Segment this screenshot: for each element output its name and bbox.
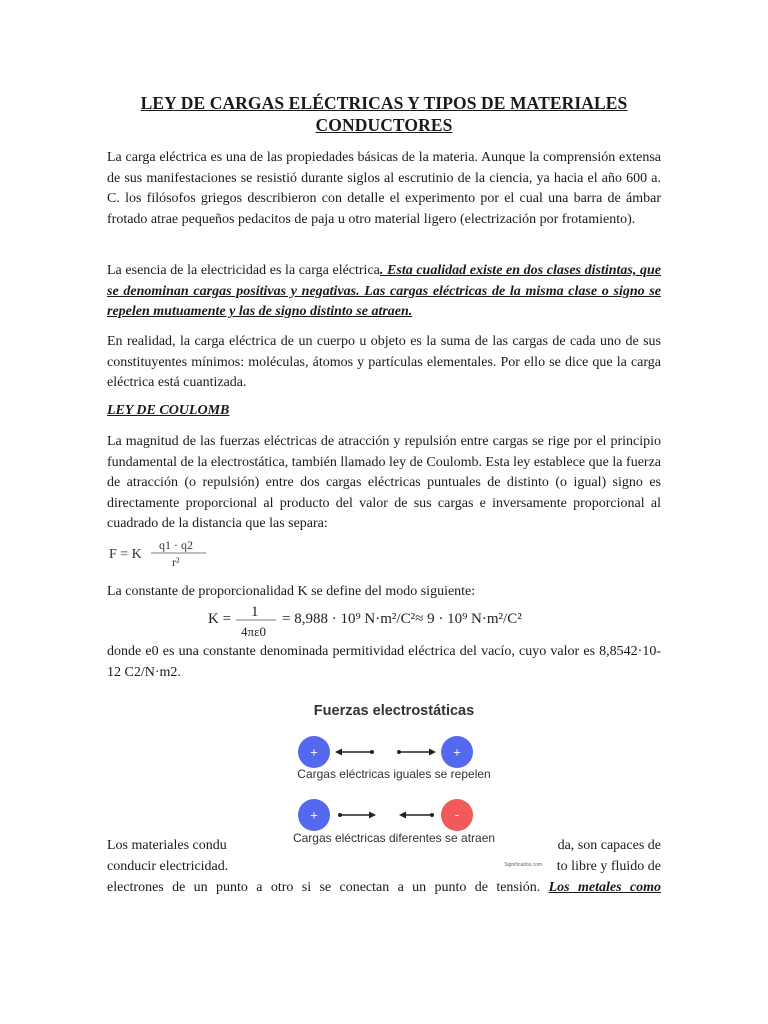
line1-right: da, son capaces de xyxy=(557,838,661,853)
line3-emphasis: Los metales como xyxy=(548,880,661,895)
formula2-numerator: 1 xyxy=(251,604,259,620)
title-line-1: LEY DE CARGAS ELÉCTRICAS Y TIPOS DE MATERIALES xyxy=(140,93,628,113)
arrow-head-icon xyxy=(399,812,406,819)
arrow-tail-dot xyxy=(370,750,374,754)
arrow-head-icon xyxy=(429,749,436,756)
arrow-head-icon xyxy=(335,749,342,756)
formula2-denominator: 4πε0 xyxy=(241,624,267,639)
text-line xyxy=(107,835,661,856)
coulomb-formula xyxy=(109,536,209,570)
paragraph-charge-types-text xyxy=(107,261,661,323)
constant-formula xyxy=(206,601,666,641)
figure-caption-attract: Cargas eléctricas diferentes se atraen xyxy=(292,831,496,845)
formula1-numerator: q1 · q2 xyxy=(159,538,193,552)
line2-right: to libre y fluido de xyxy=(556,859,661,874)
paragraph-coulomb xyxy=(107,432,661,535)
text-line xyxy=(107,877,661,898)
positive-charge-sign: + xyxy=(310,807,318,823)
text-line xyxy=(107,856,661,877)
paragraph-permittivity xyxy=(107,642,661,683)
paragraph-conductors xyxy=(107,835,661,898)
line3-text xyxy=(107,877,661,898)
figure-caption-repel: Cargas eléctricas iguales se repelen xyxy=(297,767,491,781)
paragraph-charge-types xyxy=(107,261,661,323)
line3-plain: electrones de un punto a otro si se conectan a un punto de tensión. xyxy=(107,880,541,895)
line2-left: conducir electricidad. xyxy=(107,859,229,874)
paragraph-quantized-text: En realidad, la carga eléctrica de un cuerpo u objeto es la suma de las cargas de cada uno de sus constituyentes mínimos: moléculas, átomos y partículas elementales. Por ello se dice que la carga eléctrica está cuantizada. xyxy=(107,334,661,390)
paragraph-constant-text: La constante de proporcionalidad K se define del modo siguiente: xyxy=(107,584,476,599)
paragraph-coulomb-text: La magnitud de las fuerzas eléctricas de atracción y repulsión entre cargas se rige por el principio fundamental de la electrostática, también llamado ley de Coulomb. Esta ley establece que la fuerza de atracción (o repulsión) entre dos cargas eléctricas puntuales de distinto (o igual) signo es directamente proporcional al producto del valor de sus cargas e inversamente proporcional al cuadrado de la distancia que las separa: xyxy=(107,434,661,531)
positive-charge-sign: + xyxy=(453,744,461,760)
section-heading-coulomb: LEY DE COULOMB xyxy=(107,403,230,418)
paragraph-permittivity-text: donde e0 es una constante denominada permitividad eléctrica del vacío, cuyo valor es 8,8542·10-12 C2/N·m2. xyxy=(107,644,661,680)
arrow-tail-dot xyxy=(430,813,434,817)
paragraph-intro-text: La carga eléctrica es una de las propiedades básicas de la materia. Aunque la comprensión extensa de sus manifestaciones se resistió durante siglos al escrutinio de la ciencia, ya hacia el año 600 a. C. los filósofos griegos describieron con detalle el experimento por el cual una barra de ámbar frotado atrae pequeños pedacitos de paja u otro material ligero (electrización por frotamiento). xyxy=(107,150,661,227)
formula2-lhs: K = xyxy=(208,611,232,627)
charge-types-plain: La esencia de la electricidad es la carga eléctrica xyxy=(107,263,380,278)
formula1-denominator: r² xyxy=(172,555,180,569)
positive-charge-sign: + xyxy=(310,744,318,760)
figure-credit: Significados.com xyxy=(504,862,542,868)
negative-charge-sign: - xyxy=(454,807,460,822)
paragraph-quantized xyxy=(107,332,661,394)
figure-title: Fuerzas electrostáticas xyxy=(313,703,475,719)
formula2-rhs: = 8,988 · 10⁹ N·m²/C²≈ 9 · 10⁹ N·m²/C² xyxy=(282,611,522,627)
title-line-2: CONDUCTORES xyxy=(315,115,453,135)
arrow-head-icon xyxy=(369,812,376,819)
paragraph-constant xyxy=(107,582,661,603)
paragraph-intro xyxy=(107,148,661,230)
formula1-lhs: F = K xyxy=(109,547,142,562)
line1-left: Los materiales condu xyxy=(107,838,227,853)
document-title xyxy=(100,92,668,136)
charge-types-emphasis: . Esta cualidad existe en dos clases distintas, que se denominan cargas positivas y negativas. Las cargas eléctricas de la misma clase o signo se repelen mutuamente y las de signo distinto se atraen. xyxy=(107,263,661,319)
